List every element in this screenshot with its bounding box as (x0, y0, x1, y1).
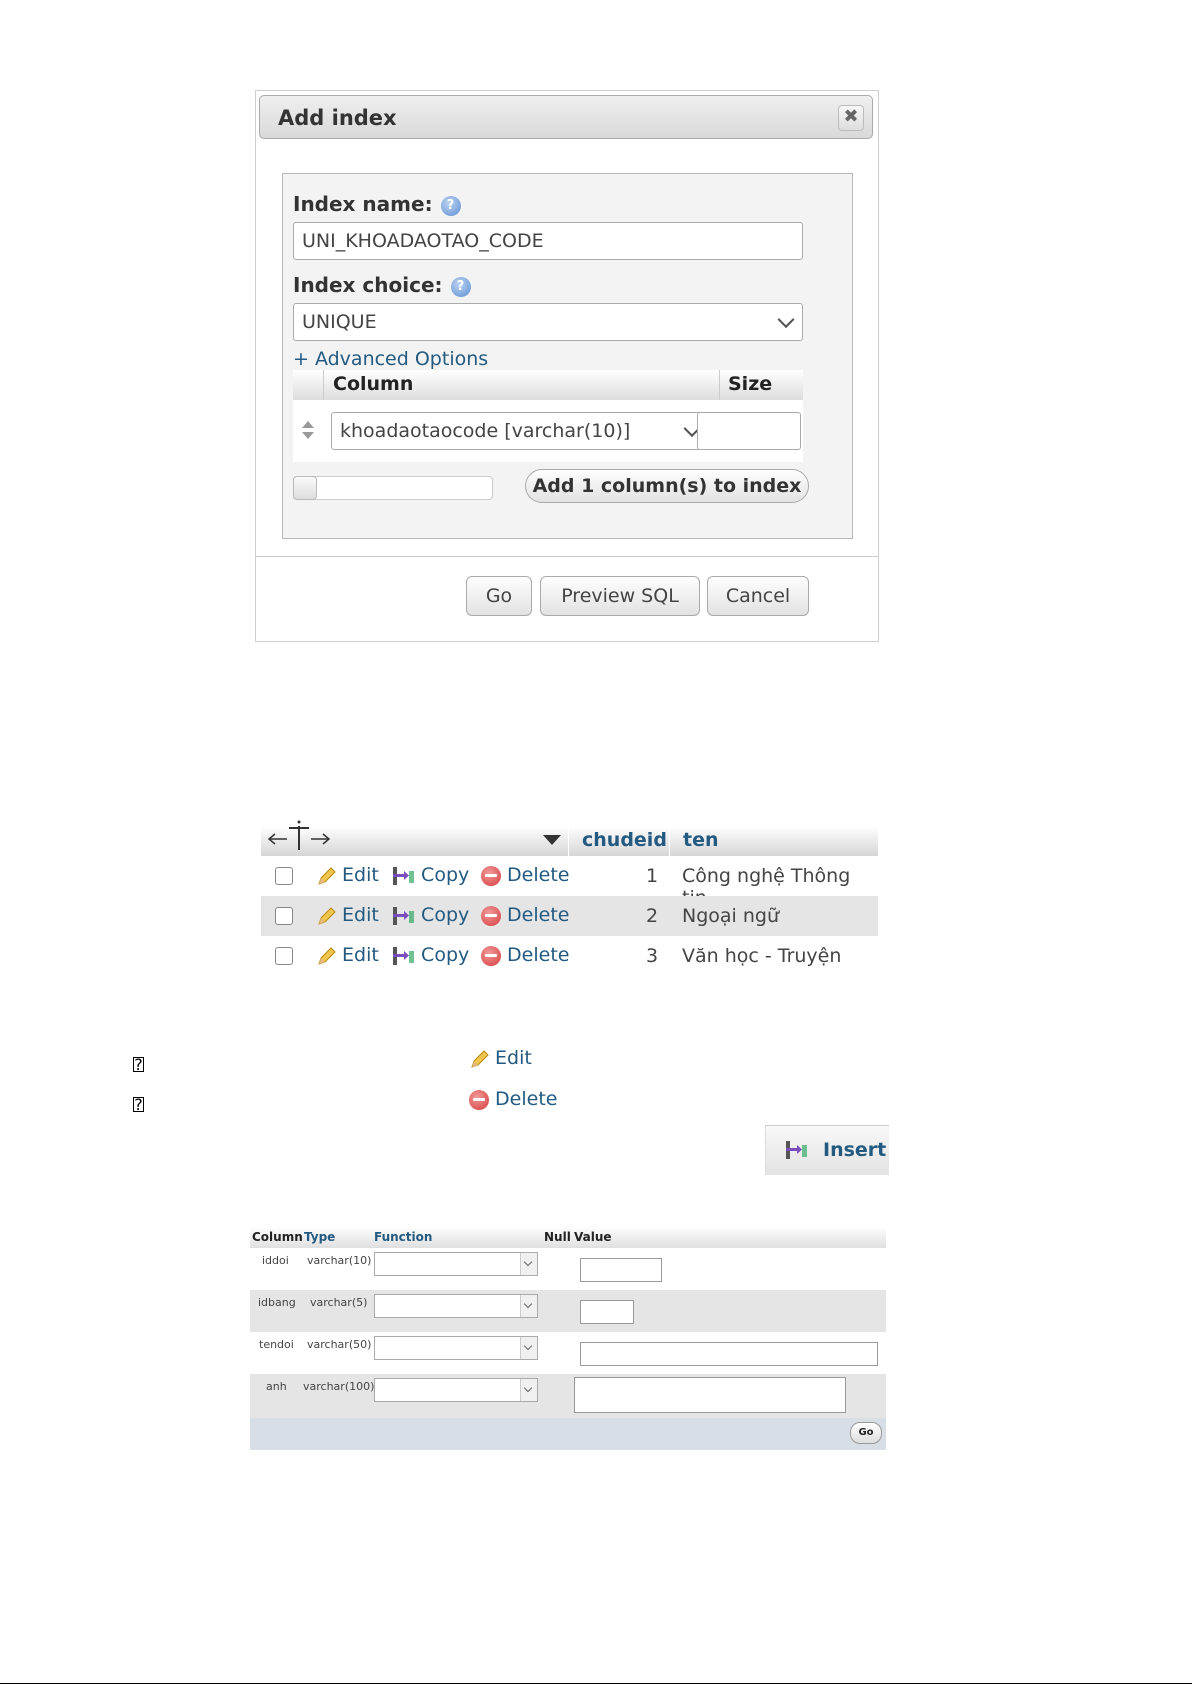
edit-link[interactable] (469, 1047, 532, 1070)
add-index-dialog (255, 90, 879, 642)
delete-label: Delete (507, 944, 570, 966)
size-input[interactable] (697, 412, 801, 450)
delete-label: Delete (507, 864, 570, 886)
copy-icon (391, 905, 415, 927)
dialog-title-bar (259, 95, 873, 139)
insert-icon (784, 1139, 808, 1161)
field-type: varchar(50) (307, 1338, 372, 1351)
value-input[interactable] (580, 1258, 662, 1282)
delete-link[interactable] (481, 864, 569, 886)
delete-label: Delete (495, 1088, 558, 1110)
cell-chudeid: 1 (646, 865, 659, 887)
function-select[interactable] (374, 1294, 538, 1318)
chevron-down-icon (520, 1253, 537, 1275)
insert-form (250, 1226, 886, 1450)
copy-label: Copy (421, 864, 470, 886)
table-row (261, 896, 878, 936)
header-value: Value (574, 1230, 612, 1244)
help-icon[interactable]: ? (451, 277, 471, 297)
value-input[interactable] (580, 1342, 878, 1366)
column-table-header (293, 370, 803, 400)
field-column: tendoi (259, 1338, 294, 1351)
slider-handle[interactable] (293, 476, 317, 500)
column-count-slider[interactable] (293, 476, 493, 500)
cell-ten: Văn học - Truyện (682, 945, 842, 967)
pencil-icon (316, 865, 336, 887)
missing-glyph-box: ? (134, 1095, 143, 1114)
function-select[interactable] (374, 1378, 538, 1402)
field-type: varchar(10) (307, 1254, 372, 1267)
rows-grid (261, 826, 878, 976)
edit-link[interactable] (316, 864, 379, 887)
delete-icon (481, 906, 501, 926)
sort-menu-icon[interactable] (543, 835, 561, 847)
index-choice-value: UNIQUE (302, 311, 377, 333)
missing-glyph-box: ? (134, 1055, 143, 1074)
copy-link[interactable] (391, 944, 469, 967)
delete-label: Delete (507, 904, 570, 926)
help-icon[interactable]: ? (441, 196, 461, 216)
row-checkbox[interactable] (275, 947, 293, 965)
preview-sql-button[interactable]: Preview SQL (540, 576, 700, 616)
field-column: anh (266, 1380, 287, 1393)
edit-label: Edit (342, 904, 379, 926)
edit-link[interactable] (316, 904, 379, 927)
divider (719, 370, 720, 400)
edit-label: Edit (495, 1047, 532, 1069)
cancel-button[interactable]: Cancel (707, 576, 809, 616)
function-select[interactable] (374, 1336, 538, 1360)
delete-icon (481, 866, 501, 886)
delete-link[interactable] (469, 1088, 557, 1110)
index-fieldset (282, 173, 853, 539)
field-column: iddoi (262, 1254, 289, 1267)
delete-link[interactable] (481, 944, 569, 966)
pencil-icon (316, 905, 336, 927)
divider (256, 556, 878, 557)
delete-icon (481, 946, 501, 966)
header-null: Null (544, 1230, 571, 1244)
insert-form-header (250, 1226, 886, 1248)
value-textarea[interactable] (574, 1377, 846, 1413)
divider (669, 826, 670, 856)
size-header: Size (728, 373, 773, 395)
insert-form-footer (250, 1418, 886, 1450)
column-select-value: khoadaotaocode [varchar(10)] (340, 420, 631, 442)
cell-ten: Ngoại ngữ (682, 905, 780, 927)
resize-columns-icon[interactable] (267, 820, 339, 854)
chevron-down-icon (520, 1379, 537, 1401)
row-checkbox[interactable] (275, 907, 293, 925)
close-icon[interactable]: ✖ (838, 105, 864, 131)
go-button[interactable]: Go (466, 576, 532, 616)
divider (568, 826, 569, 856)
value-input[interactable] (580, 1300, 634, 1324)
field-column: idbang (258, 1296, 296, 1309)
table-row (261, 856, 878, 896)
column-select[interactable] (331, 412, 709, 450)
column-header-chudeid[interactable]: chudeid (582, 829, 667, 851)
header-type[interactable]: Type (304, 1230, 336, 1244)
field-type: varchar(100) (303, 1380, 375, 1393)
cell-chudeid: 2 (646, 905, 659, 927)
table-row (261, 936, 878, 976)
index-choice-label-row (293, 273, 471, 297)
add-columns-button[interactable]: Add 1 column(s) to index (525, 469, 809, 503)
drag-handle-icon[interactable] (301, 420, 315, 440)
copy-label: Copy (421, 904, 470, 926)
insert-label: Insert (823, 1139, 887, 1161)
header-function[interactable]: Function (374, 1230, 433, 1244)
index-choice-select[interactable] (293, 303, 803, 341)
row-checkbox[interactable] (275, 867, 293, 885)
index-choice-label: Index choice: (293, 273, 443, 297)
pencil-icon (469, 1048, 489, 1070)
copy-icon (391, 945, 415, 967)
go-button[interactable]: Go (850, 1422, 882, 1444)
index-name-input[interactable]: UNI_KHOADAOTAO_CODE (293, 222, 803, 260)
header-column: Column (252, 1230, 303, 1244)
insert-row (250, 1374, 886, 1418)
cell-chudeid: 3 (646, 945, 659, 967)
edit-label: Edit (342, 944, 379, 966)
column-header-ten[interactable]: ten (683, 829, 719, 851)
divider (323, 370, 324, 400)
delete-icon (469, 1090, 489, 1110)
copy-icon (391, 865, 415, 887)
chevron-down-icon (778, 311, 795, 328)
insert-tab[interactable] (765, 1125, 889, 1175)
index-name-label: Index name: (293, 192, 433, 216)
grid-header (261, 826, 878, 856)
insert-row (250, 1332, 886, 1374)
cell-ten: Công nghệ Thông (682, 865, 851, 887)
delete-link[interactable] (481, 904, 569, 926)
insert-row (250, 1290, 886, 1332)
column-table-row (293, 400, 803, 462)
advanced-options-link[interactable]: + Advanced Options (293, 348, 489, 370)
page-bottom-rule (0, 1683, 1192, 1684)
dialog-title: Add index (278, 106, 397, 130)
edit-label: Edit (342, 864, 379, 886)
chevron-down-icon (520, 1295, 537, 1317)
field-type: varchar(5) (310, 1296, 368, 1309)
pencil-icon (316, 945, 336, 967)
copy-label: Copy (421, 944, 470, 966)
column-header: Column (333, 373, 414, 395)
copy-link[interactable] (391, 904, 469, 927)
edit-link[interactable] (316, 944, 379, 967)
index-name-label-row (293, 192, 461, 216)
function-select[interactable] (374, 1252, 538, 1276)
chevron-down-icon (520, 1337, 537, 1359)
copy-link[interactable] (391, 864, 469, 887)
insert-row (250, 1248, 886, 1290)
